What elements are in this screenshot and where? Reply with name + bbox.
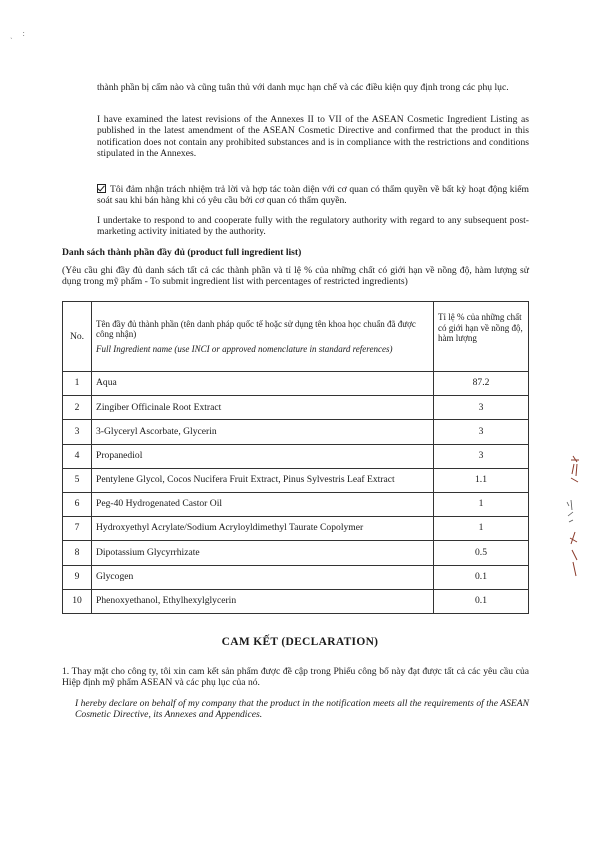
row-no: 5 bbox=[63, 468, 92, 492]
handwritten-initials-mark bbox=[559, 452, 589, 582]
row-percentage: 3 bbox=[434, 444, 529, 468]
row-no: 6 bbox=[63, 492, 92, 516]
intro-en-undertake: I undertake to respond to and cooperate fully with the regulatory authority with regard to any subsequent post-marketing activity initiated by the authority. bbox=[97, 215, 529, 238]
intro-vi-continuation: thành phần bị cấm nào và cũng tuân thủ với danh mục hạn chế và các điều kiện quy định trong các phụ lục. bbox=[97, 82, 509, 93]
table-row bbox=[63, 492, 529, 516]
row-percentage: 0.1 bbox=[434, 589, 529, 613]
intro-en-examined: I have examined the latest revisions of the Annexes II to VII of the ASEAN Cosmetic Ingredient Listing as published in the latest amendment of the ASEAN Cosmetic Directive and confirmed that the product in this notification does not contain any prohibited substances and is in compliance with the restrictions and conditions stipulated in the Annexes. bbox=[97, 114, 529, 159]
intro-vi-undertake bbox=[97, 184, 529, 207]
row-ingredient: Aqua bbox=[92, 372, 434, 396]
checked-checkbox-icon bbox=[97, 184, 106, 193]
row-percentage: 1 bbox=[434, 517, 529, 541]
row-ingredient: Zingiber Officinale Root Extract bbox=[92, 396, 434, 420]
row-no: 8 bbox=[63, 541, 92, 565]
row-no: 9 bbox=[63, 565, 92, 589]
table-row bbox=[63, 396, 529, 420]
intro-vi-undertake-text: Tôi đảm nhận trách nhiệm trả lời và hợp tác toàn diện với cơ quan có thẩm quyền về bất kỳ hoạt động kiểm soát sau khi bán hàng khi có yêu cầu bởi cơ quan có thẩm quyền. bbox=[97, 184, 529, 207]
row-ingredient: Dipotassium Glycyrrhizate bbox=[92, 541, 434, 565]
row-no: 3 bbox=[63, 420, 92, 444]
row-percentage: 1 bbox=[434, 492, 529, 516]
ingredient-list-heading: Danh sách thành phần đầy đủ (product full ingredient list) bbox=[62, 247, 302, 258]
row-ingredient: Phenoxyethanol, Ethylhexylglycerin bbox=[92, 589, 434, 613]
ingredient-table bbox=[62, 301, 529, 614]
table-row bbox=[63, 468, 529, 492]
row-percentage: 0.1 bbox=[434, 565, 529, 589]
header-name bbox=[92, 302, 434, 372]
header-name-en: Full Ingredient name (use INCI or approved nomenclature in standard references) bbox=[96, 343, 393, 354]
table-row bbox=[63, 565, 529, 589]
row-ingredient: Pentylene Glycol, Cocos Nucifera Fruit Extract, Pinus Sylvestris Leaf Extract bbox=[92, 468, 434, 492]
row-ingredient: 3-Glyceryl Ascorbate, Glycerin bbox=[92, 420, 434, 444]
row-percentage: 0.5 bbox=[434, 541, 529, 565]
table-row bbox=[63, 444, 529, 468]
row-ingredient: Propanediol bbox=[92, 444, 434, 468]
ingredient-list-instruction: (Yêu cầu ghi đầy đủ danh sách tất cả các thành phần và tỉ lệ % của những chất có giới hạn về nồng độ, hàm lượng sử dụng trong mỹ phẩm - To submit ingredient list with percentages of restricted ingredients) bbox=[62, 265, 529, 288]
row-percentage: 87.2 bbox=[434, 372, 529, 396]
table-row bbox=[63, 589, 529, 613]
table-row bbox=[63, 420, 529, 444]
row-no: 4 bbox=[63, 444, 92, 468]
declaration-title: CAM KẾT (DECLARATION) bbox=[221, 636, 379, 648]
table-row bbox=[63, 372, 529, 396]
declaration-item-1-en: I hereby declare on behalf of my company that the product in the notification meets all the requirements of the ASEAN Cosmetic Directive, its Annexes and Appendices. bbox=[75, 698, 529, 721]
row-no: 7 bbox=[63, 517, 92, 541]
header-percentage: Tỉ lệ % của những chất có giới hạn về nồng độ, hàm lượng bbox=[434, 302, 529, 372]
header-no: No. bbox=[63, 302, 92, 372]
row-percentage: 3 bbox=[434, 420, 529, 444]
row-percentage: 1.1 bbox=[434, 468, 529, 492]
scan-marks: ˎ ∶ bbox=[10, 30, 29, 39]
ingredient-table-header bbox=[63, 302, 529, 372]
row-ingredient: Hydroxyethyl Acrylate/Sodium Acryloyldimethyl Taurate Copolymer bbox=[92, 517, 434, 541]
row-ingredient: Glycogen bbox=[92, 565, 434, 589]
table-row bbox=[63, 517, 529, 541]
declaration-item-1-vi: 1. Thay mặt cho công ty, tôi xin cam kết sản phẩm được đề cập trong Phiếu công bố này đạt được tất cả các yêu cầu của Hiệp định mỹ phẩm ASEAN và các phụ lục của nó. bbox=[62, 666, 529, 689]
table-row bbox=[63, 541, 529, 565]
row-no: 10 bbox=[63, 589, 92, 613]
row-no: 1 bbox=[63, 372, 92, 396]
row-percentage: 3 bbox=[434, 396, 529, 420]
row-no: 2 bbox=[63, 396, 92, 420]
row-ingredient: Peg-40 Hydrogenated Castor Oil bbox=[92, 492, 434, 516]
header-name-vi: Tên đầy đủ thành phần (tên danh pháp quốc tế hoặc sử dụng tên khoa học chuẩn đã được công nhận) bbox=[96, 318, 416, 340]
